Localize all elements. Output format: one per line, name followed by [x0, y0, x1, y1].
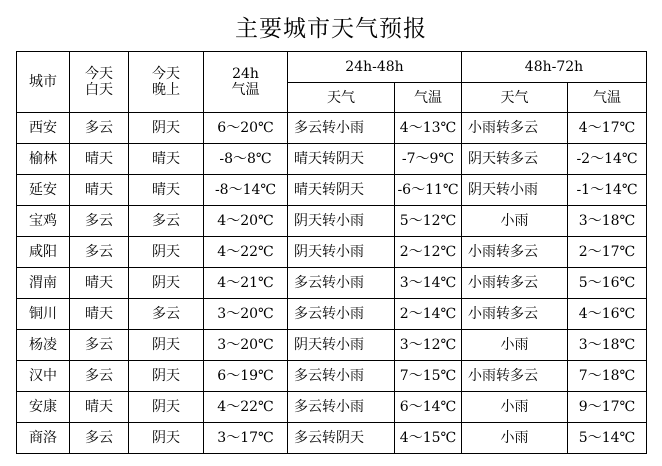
cell-72h-weather: 小雨	[462, 206, 568, 237]
cell-72h-temp: 3～18℃	[568, 330, 647, 361]
cell-24h-temp: 4～21℃	[204, 268, 288, 299]
cell-today-night: 晴天	[129, 144, 204, 175]
cell-72h-weather: 小雨	[462, 392, 568, 423]
cell-48h-temp: 3～14℃	[395, 268, 462, 299]
cell-today-day: 多云	[70, 206, 129, 237]
cell-48h-weather: 多云转小雨	[288, 392, 395, 423]
cell-72h-weather: 小雨转多云	[462, 299, 568, 330]
cell-72h-temp: -1～14℃	[568, 175, 647, 206]
cell-48h-temp: 4～13℃	[395, 113, 462, 144]
cell-48h-temp: -6～11℃	[395, 175, 462, 206]
header-48-72h: 48h-72h	[462, 52, 647, 83]
weather-forecast-table	[16, 51, 647, 454]
header-48-weather: 天气	[288, 83, 395, 113]
cell-city: 咸阳	[17, 237, 70, 268]
header-row-top	[17, 52, 647, 83]
cell-city: 榆林	[17, 144, 70, 175]
cell-48h-weather: 晴天转阴天	[288, 175, 395, 206]
cell-city: 杨凌	[17, 330, 70, 361]
cell-72h-weather: 小雨转多云	[462, 237, 568, 268]
cell-48h-temp: -7～9℃	[395, 144, 462, 175]
cell-today-day: 多云	[70, 237, 129, 268]
cell-today-night: 阴天	[129, 392, 204, 423]
cell-48h-weather: 阴天转小雨	[288, 330, 395, 361]
table-row	[17, 113, 647, 144]
table-row	[17, 175, 647, 206]
cell-today-day: 多云	[70, 361, 129, 392]
table-row	[17, 392, 647, 423]
header-today-day-line1: 今天	[85, 66, 113, 82]
header-72-temp: 气温	[568, 83, 647, 113]
header-today-night-line1: 今天	[152, 66, 180, 82]
cell-72h-temp: 7～18℃	[568, 361, 647, 392]
table-row	[17, 361, 647, 392]
cell-today-night: 多云	[129, 299, 204, 330]
cell-72h-weather: 阴天转小雨	[462, 175, 568, 206]
cell-24h-temp: 6～19℃	[204, 361, 288, 392]
header-72-weather: 天气	[462, 83, 568, 113]
cell-48h-weather: 多云转小雨	[288, 299, 395, 330]
cell-today-day: 多云	[70, 423, 129, 454]
cell-24h-temp: 4～22℃	[204, 392, 288, 423]
cell-today-day: 多云	[70, 330, 129, 361]
cell-today-night: 多云	[129, 206, 204, 237]
table-body	[17, 113, 647, 454]
cell-24h-temp: 3～20℃	[204, 299, 288, 330]
header-24h-temp	[204, 52, 288, 113]
cell-72h-weather: 小雨转多云	[462, 361, 568, 392]
header-48-temp: 气温	[395, 83, 462, 113]
cell-today-day: 晴天	[70, 144, 129, 175]
cell-72h-weather: 小雨	[462, 330, 568, 361]
cell-48h-weather: 阴天转小雨	[288, 237, 395, 268]
cell-72h-temp: 5～14℃	[568, 423, 647, 454]
header-today-night-line2: 晚上	[152, 82, 180, 98]
header-24-48h: 24h-48h	[288, 52, 462, 83]
cell-24h-temp: 3～20℃	[204, 330, 288, 361]
cell-48h-weather: 多云转小雨	[288, 268, 395, 299]
header-today-day-line2: 白天	[85, 82, 113, 98]
cell-48h-weather: 阴天转小雨	[288, 206, 395, 237]
table-row	[17, 330, 647, 361]
header-24h-line2: 气温	[231, 82, 260, 98]
cell-48h-weather: 多云转阴天	[288, 423, 395, 454]
table-row	[17, 206, 647, 237]
cell-city: 渭南	[17, 268, 70, 299]
cell-48h-weather: 晴天转阴天	[288, 144, 395, 175]
cell-72h-weather: 小雨转多云	[462, 113, 568, 144]
cell-48h-temp: 5～12℃	[395, 206, 462, 237]
cell-24h-temp: 6～20℃	[204, 113, 288, 144]
cell-48h-temp: 6～14℃	[395, 392, 462, 423]
cell-today-night: 阴天	[129, 268, 204, 299]
table-row	[17, 268, 647, 299]
header-today-night	[129, 52, 204, 113]
cell-24h-temp: 4～22℃	[204, 237, 288, 268]
cell-city: 西安	[17, 113, 70, 144]
cell-72h-weather: 小雨	[462, 423, 568, 454]
cell-24h-temp: -8～8℃	[204, 144, 288, 175]
cell-48h-temp: 7～15℃	[395, 361, 462, 392]
cell-72h-weather: 小雨转多云	[462, 268, 568, 299]
cell-city: 铜川	[17, 299, 70, 330]
header-today-day	[70, 52, 129, 113]
cell-48h-temp: 2～12℃	[395, 237, 462, 268]
cell-today-night: 阴天	[129, 361, 204, 392]
cell-city: 商洛	[17, 423, 70, 454]
cell-24h-temp: 3～17℃	[204, 423, 288, 454]
cell-72h-temp: 4～16℃	[568, 299, 647, 330]
cell-city: 宝鸡	[17, 206, 70, 237]
cell-today-night: 阴天	[129, 237, 204, 268]
cell-today-day: 多云	[70, 113, 129, 144]
table-row	[17, 144, 647, 175]
cell-today-day: 晴天	[70, 175, 129, 206]
cell-48h-temp: 2～14℃	[395, 299, 462, 330]
cell-today-day: 晴天	[70, 299, 129, 330]
cell-72h-temp: 2～17℃	[568, 237, 647, 268]
cell-72h-weather: 阴天转多云	[462, 144, 568, 175]
cell-72h-temp: 9～17℃	[568, 392, 647, 423]
cell-24h-temp: -8～14℃	[204, 175, 288, 206]
cell-today-night: 阴天	[129, 330, 204, 361]
cell-24h-temp: 4～20℃	[204, 206, 288, 237]
header-24h-line1: 24h	[232, 66, 259, 82]
cell-city: 延安	[17, 175, 70, 206]
cell-72h-temp: 3～18℃	[568, 206, 647, 237]
table-row	[17, 237, 647, 268]
table-row	[17, 299, 647, 330]
cell-city: 汉中	[17, 361, 70, 392]
table-row	[17, 423, 647, 454]
cell-72h-temp: 4～17℃	[568, 113, 647, 144]
cell-today-day: 晴天	[70, 392, 129, 423]
cell-48h-weather: 多云转小雨	[288, 361, 395, 392]
cell-today-night: 阴天	[129, 423, 204, 454]
header-city: 城市	[17, 52, 70, 113]
cell-city: 安康	[17, 392, 70, 423]
cell-72h-temp: 5～16℃	[568, 268, 647, 299]
cell-today-night: 阴天	[129, 113, 204, 144]
cell-today-night: 晴天	[129, 175, 204, 206]
cell-today-day: 晴天	[70, 268, 129, 299]
cell-48h-temp: 4～15℃	[395, 423, 462, 454]
cell-48h-weather: 多云转小雨	[288, 113, 395, 144]
cell-48h-temp: 3～12℃	[395, 330, 462, 361]
cell-72h-temp: -2～14℃	[568, 144, 647, 175]
page-title: 主要城市天气预报	[235, 16, 427, 42]
